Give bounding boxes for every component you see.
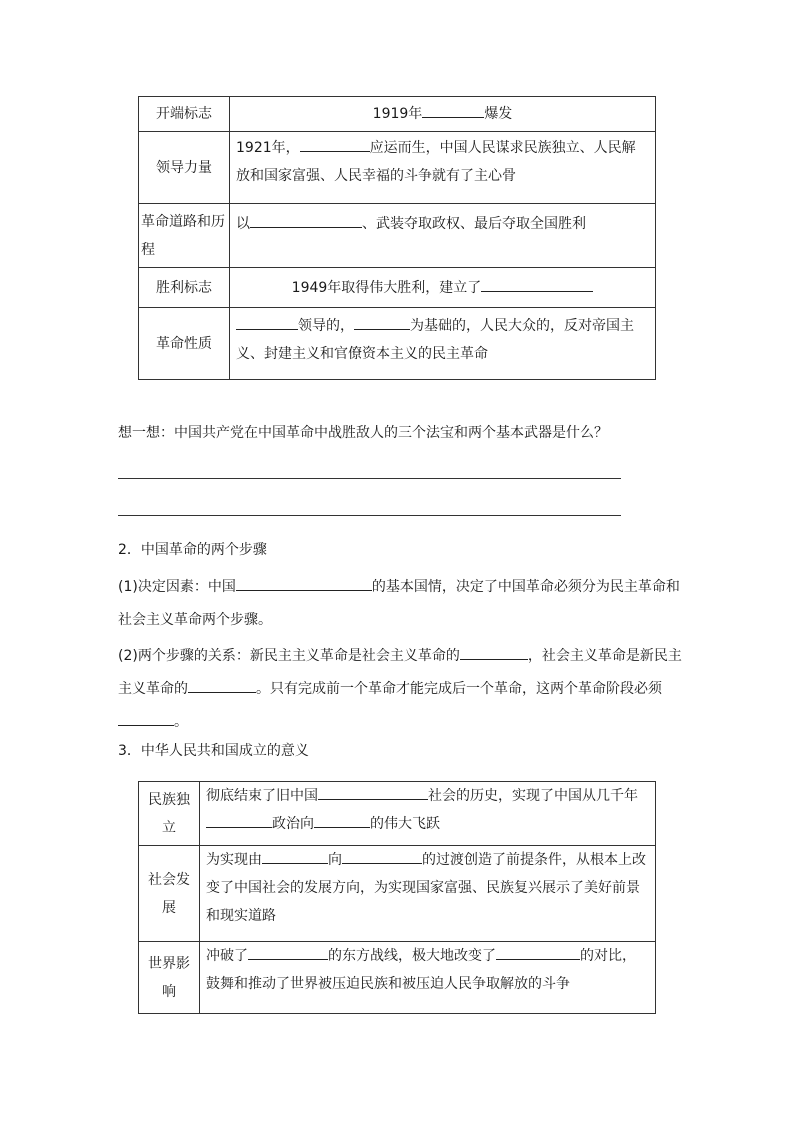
blank[interactable] [314, 811, 370, 828]
blank[interactable] [300, 135, 370, 152]
think-question: 想一想：中国共产党在中国革命中战胜敌人的三个法宝和两个基本武器是什么？ [118, 425, 608, 441]
blank[interactable] [422, 101, 484, 118]
text: 彻底结束了旧中国 [206, 788, 318, 804]
row-label: 开端标志 [139, 97, 230, 132]
text: 为基础的，人民大众的，反对帝国主义、封建主义和官僚资本主义的民主革命 [236, 318, 634, 362]
table-row [139, 97, 656, 132]
text: 冲破了 [206, 948, 248, 964]
table-row [139, 204, 656, 268]
blank[interactable] [354, 313, 410, 330]
text: 的过渡创造了前提条件，从根本上改变了中国社会的发展方向，为实现国家富强、民族复兴展示了美好前景和现实道路 [206, 852, 646, 924]
row-label: 世界影响 [139, 942, 200, 1014]
blank[interactable] [496, 943, 580, 960]
table-row [139, 268, 656, 308]
row-content [200, 942, 656, 1014]
paragraph [118, 571, 684, 637]
text: 爆发 [484, 106, 513, 122]
text: 的对比，鼓舞和推动了世界被压迫民族和被压迫人民争取解放的斗争 [206, 948, 636, 992]
text: 。 [174, 714, 188, 730]
row-content [230, 268, 656, 308]
row-content [230, 132, 656, 204]
row-label: 革命性质 [139, 308, 230, 380]
row-label: 领导力量 [139, 132, 230, 204]
text: 领导的， [298, 318, 354, 334]
paragraph [118, 640, 684, 739]
blank[interactable] [318, 783, 428, 800]
section-title: 2．中国革命的两个步骤 [118, 542, 267, 558]
blank[interactable] [236, 313, 298, 330]
row-content [200, 846, 656, 942]
text: 向 [328, 852, 342, 868]
text: 1921年， [236, 140, 300, 156]
text: ，社会主义革命是新民主主义革命的 [118, 648, 682, 697]
blank[interactable] [250, 211, 362, 228]
text: (2)两个步骤的关系：新民主主义革命是社会主义革命的 [118, 648, 460, 664]
row-label: 革命道路和历程 [139, 204, 230, 268]
text: (1)决定因素：中国 [118, 579, 236, 595]
text: 政治向 [272, 816, 314, 832]
table-row [139, 308, 656, 380]
text: 社会的历史，实现了中国从几千年 [428, 788, 638, 804]
blank[interactable] [342, 847, 422, 864]
text: 的基本国情，决定了中国革命必须分为民主革命和社会主义革命两个步骤。 [118, 579, 680, 628]
row-content [230, 97, 656, 132]
blank[interactable] [248, 943, 328, 960]
table-row [139, 132, 656, 204]
blank[interactable] [118, 709, 174, 726]
text: 的东方战线，极大地改变了 [328, 948, 496, 964]
revolution-table [138, 96, 656, 380]
blank[interactable] [188, 676, 256, 693]
text: 。只有完成前一个革命才能完成后一个革命，这两个革命阶段必须 [256, 681, 662, 697]
row-label: 社会发展 [139, 846, 200, 942]
row-content [200, 782, 656, 846]
text: 以 [236, 216, 250, 232]
text: 、武装夺取政权、最后夺取全国胜利 [362, 216, 586, 232]
section-title: 3．中华人民共和国成立的意义 [118, 743, 309, 759]
text: 为实现由 [206, 852, 262, 868]
text: 的伟大飞跃 [370, 816, 440, 832]
text: 1919年 [372, 106, 423, 122]
answer-line[interactable] [118, 478, 621, 479]
blank[interactable] [262, 847, 328, 864]
blank[interactable] [236, 574, 372, 591]
row-label: 胜利标志 [139, 268, 230, 308]
table-row [139, 942, 656, 1014]
row-content [230, 308, 656, 380]
row-content [230, 204, 656, 268]
text: 应运而生，中国人民谋求民族独立、人民解放和国家富强、人民幸福的斗争就有了主心骨 [236, 140, 636, 184]
answer-line[interactable] [118, 515, 621, 516]
blank[interactable] [206, 811, 272, 828]
table-row [139, 846, 656, 942]
table-row [139, 782, 656, 846]
blank[interactable] [460, 643, 528, 660]
blank[interactable] [481, 275, 593, 292]
significance-table [138, 781, 656, 1014]
text: 1949年取得伟大胜利，建立了 [291, 279, 482, 296]
row-label: 民族独立 [139, 782, 200, 846]
